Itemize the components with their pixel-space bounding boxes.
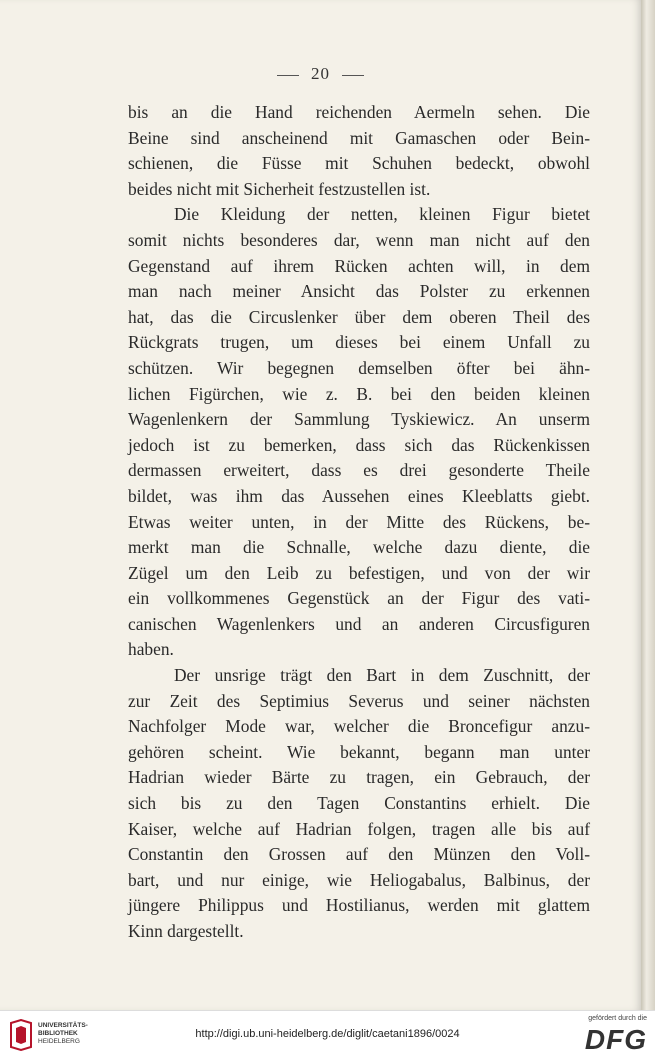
text-line: bart, und nur einige, wie Heliogabalus, Balbinus, der <box>128 869 590 890</box>
text-line: jedoch ist zu bemerken, dass sich das Rückenkissen <box>128 434 590 455</box>
page-number <box>0 64 641 84</box>
text-line: Rückgrats trugen, um dieses bei einem Unfall zu <box>128 332 590 353</box>
page-edge <box>641 0 655 1010</box>
text-line: hat, das die Circuslenker über dem oberen Theil des <box>128 306 590 327</box>
page-number-text: 20 <box>311 64 330 83</box>
text-line: Gegenstand auf ihrem Rücken achten will, in dem <box>128 255 590 276</box>
logo-line-2: BIBLIOTHEK <box>38 1030 78 1037</box>
text-line: gehören scheint. Wie bekannt, begann man unter <box>128 741 590 762</box>
text-line: Zügel um den Leib zu befestigen, und von der wir <box>128 562 590 583</box>
text-line: canischen Wagenlenkers und an anderen Circusfiguren <box>128 613 590 634</box>
text-line: Hadrian wieder Bärte zu tragen, ein Gebrauch, der <box>128 767 590 788</box>
text-line: dermassen erweitert, dass es drei gesonderte Theile <box>128 460 590 481</box>
text-line: beides nicht mit Sicherheit festzustellen ist. <box>128 178 431 199</box>
dfg-logo: DFG <box>584 1024 647 1055</box>
text-line: jüngere Philippus und Hostilianus, werden mit glattem <box>128 895 590 916</box>
text-line: schienen, die Füsse mit Schuhen bedeckt, obwohl <box>128 153 590 174</box>
text-line: sich bis zu den Tagen Constantins erhielt. Die <box>128 793 590 814</box>
text-line: Der unsrige trägt den Bart in dem Zuschnitt, der <box>174 665 590 686</box>
text-line: ein vollkommenes Gegenstück an der Figur des vati- <box>128 588 590 609</box>
logo-line-3: HEIDELBERG <box>38 1038 80 1045</box>
text-line: Beine sind anscheinend mit Gamaschen oder Bein- <box>128 127 590 148</box>
text-line: Etwas weiter unten, in der Mitte des Rückens, be- <box>128 511 590 532</box>
text-line: Kaiser, welche auf Hadrian folgen, tragen alle bis auf <box>128 818 590 839</box>
text-line: bis an die Hand reichenden Aermeln sehen. Die <box>128 102 590 122</box>
text-line: Wagenlenkern der Sammlung Tyskiewicz. An unserm <box>128 409 590 430</box>
text-line: Constantin den Grossen auf den Münzen den Voll- <box>128 844 590 865</box>
text-line: bildet, was ihm das Aussehen eines Kleeblatts giebt. <box>128 485 590 506</box>
dash-left <box>277 75 299 76</box>
text-line: zur Zeit des Septimius Severus und seiner nächsten <box>128 690 590 711</box>
logo-line-1: UNIVERSITÄTS- <box>38 1022 88 1029</box>
permalink-url[interactable]: http://digi.ub.uni-heidelberg.de/diglit/caetani1896/0024 <box>195 1028 460 1040</box>
body-text <box>128 100 590 945</box>
text-line: schützen. Wir begegnen demselben öfter bei ähn- <box>128 357 590 378</box>
text-line: lichen Figürchen, wie z. B. bei den beiden kleinen <box>128 383 590 404</box>
text-line: Kinn dargestellt. <box>128 921 244 941</box>
sponsor-label: gefördert durch die <box>588 1015 647 1022</box>
text-line: man nach meiner Ansicht das Polster zu erkennen <box>128 281 590 302</box>
dash-right <box>342 75 364 76</box>
text-line: haben. <box>128 639 174 660</box>
text-line: merkt man die Schnalle, welche dazu diente, die <box>128 537 590 558</box>
text-line: Die Kleidung der netten, kleinen Figur bietet <box>174 204 590 225</box>
footer-bar <box>0 1010 655 1060</box>
text-line: Nachfolger Mode war, welcher die Broncefigur anzu- <box>128 716 590 737</box>
text-line: somit nichts besonderes dar, wenn man nicht auf den <box>128 229 590 250</box>
